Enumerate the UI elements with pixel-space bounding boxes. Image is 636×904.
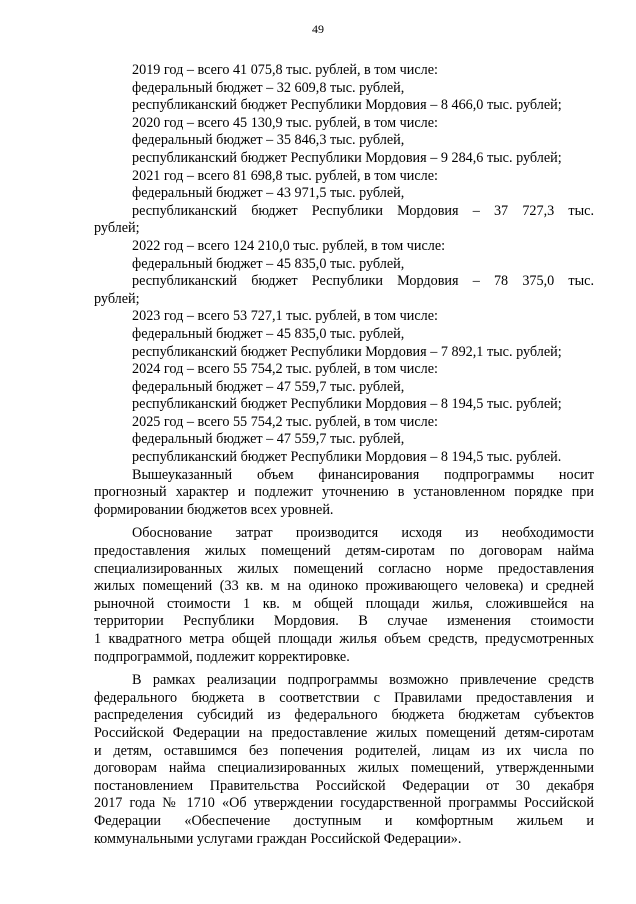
- text-line: предоставления жилых помещений детям-сиротам по договорам найма: [94, 543, 594, 560]
- text-line: постановлением Правительства Российской Федерации от 30 декабря: [94, 777, 594, 794]
- text-line: республиканский бюджет Республики Мордовия – 9 284,6 тыс. рублей;: [132, 149, 562, 166]
- text-line: территории Республики Мордовия. В случае изменения стоимости: [94, 613, 594, 630]
- text-line: федеральный бюджет – 47 559,7 тыс. рублей,: [132, 431, 405, 448]
- text-line: 2023 год – всего 53 727,1 тыс. рублей, в том числе:: [132, 308, 438, 325]
- text-line: 2021 год – всего 81 698,8 тыс. рублей, в том числе:: [132, 167, 438, 184]
- text-line: Вышеуказанный объем финансирования подпрограммы носит: [132, 466, 594, 483]
- text-line: формировании бюджетов всех уровней.: [94, 501, 334, 518]
- text-line: 2019 год – всего 41 075,8 тыс. рублей, в том числе:: [132, 62, 438, 78]
- text-line: республиканский бюджет Республики Мордовия – 8 194,5 тыс. рублей;: [132, 396, 562, 413]
- page-number: 49: [312, 22, 324, 36]
- text-line: 2022 год – всего 124 210,0 тыс. рублей, в том числе:: [132, 237, 446, 254]
- text-line: Федерации «Обеспечение доступным и комфортным жильем и: [94, 812, 594, 829]
- text-line: прогнозный характер и подлежит уточнению в установленном порядке при: [94, 484, 594, 501]
- text-line: рыночной стоимости 1 кв. м общей площади жилья, сложившейся на: [94, 595, 594, 612]
- text-line: федеральный бюджет – 45 835,0 тыс. рублей,: [132, 255, 405, 272]
- text-line: федерального бюджета в соответствии с Правилами предоставления и: [94, 689, 594, 706]
- text-line: специализированных жилых помещений согласно норме предоставления: [94, 560, 594, 577]
- text-line: республиканский бюджет Республики Мордовия – 8 466,0 тыс. рублей;: [132, 97, 562, 114]
- text-line: 2020 год – всего 45 130,9 тыс. рублей, в том числе:: [132, 114, 438, 131]
- text-line: жилых помещений (33 кв. м на одиноко проживающего человека) и средней: [94, 578, 594, 595]
- text-line: республиканский бюджет Республики Мордовия – 78 375,0 тыс.: [132, 273, 594, 290]
- text-line: республиканский бюджет Республики Мордовия – 7 892,1 тыс. рублей;: [132, 343, 562, 360]
- text-line: договорам найма специализированных жилых помещений, утвержденными: [94, 760, 594, 777]
- text-line: федеральный бюджет – 35 846,3 тыс. рублей,: [132, 132, 405, 149]
- text-line: федеральный бюджет – 32 609,8 тыс. рублей,: [132, 79, 405, 96]
- text-line: федеральный бюджет – 43 971,5 тыс. рублей,: [132, 185, 405, 202]
- text-line: 2017 года № 1710 «Об утверждении государственной программы Российской: [94, 795, 594, 812]
- text-line: распределения субсидий из федерального бюджета бюджетам субъектов: [94, 707, 594, 724]
- text-line: Российской Федерации на предоставление жилых помещений детям-сиротам: [94, 724, 594, 741]
- text-line: 2024 год – всего 55 754,2 тыс. рублей, в том числе:: [132, 361, 438, 378]
- text-line: республиканский бюджет Республики Мордовия – 37 727,3 тыс.: [132, 202, 594, 219]
- text-line: республиканский бюджет Республики Мордовия – 8 194,5 тыс. рублей.: [132, 449, 562, 466]
- text-line: коммунальными услугами граждан Российской Федерации».: [94, 830, 462, 847]
- text-line: рублей;: [94, 290, 140, 307]
- text-line: федеральный бюджет – 47 559,7 тыс. рублей,: [132, 378, 405, 395]
- text-line: подпрограммой, подлежит корректировке.: [94, 648, 350, 665]
- text-line: 1 квадратного метра общей площади жилья объем средств, предусмотренных: [94, 631, 594, 647]
- document-body: [94, 62, 594, 848]
- text-line: рублей;: [94, 220, 140, 237]
- text-line: В рамках реализации подпрограммы возможно привлечение средств: [132, 672, 594, 689]
- text-line: 2025 год – всего 55 754,2 тыс. рублей, в том числе:: [132, 413, 438, 430]
- text-line: федеральный бюджет – 45 835,0 тыс. рублей,: [132, 325, 405, 342]
- text-line: Обоснование затрат производится исходя из необходимости: [132, 525, 594, 542]
- text-line: и детям, оставшимся без попечения родителей, лицам из их числа по: [94, 742, 594, 759]
